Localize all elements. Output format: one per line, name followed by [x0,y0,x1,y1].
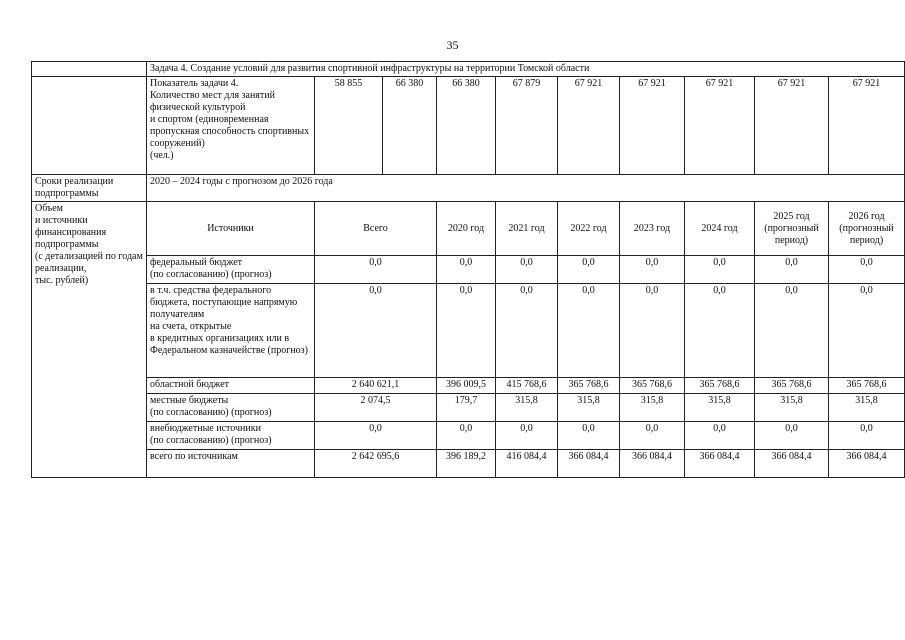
header-year-forecast: 2026 год (прогнозный период) [829,202,905,256]
value-cell: 2 640 621,1 [315,378,437,394]
timeline-label: Сроки реализации подпрограммы [32,175,147,202]
value-cell: 2 642 695,6 [315,450,437,478]
task-row [32,62,905,77]
value-cell: 0,0 [620,284,685,378]
indicator-value: 67 921 [620,77,685,175]
value-cell: 0,0 [685,256,755,284]
financing-label: Объем и источники финансирования подпрограммы (с детализацией по годам реализации, тыс. рублей) [32,202,147,478]
value-cell: 315,8 [685,394,755,422]
financing-row [32,378,905,394]
value-cell: 0,0 [755,256,829,284]
financing-row [32,284,905,378]
value-cell: 315,8 [620,394,685,422]
value-cell: 366 084,4 [558,450,620,478]
value-cell: 0,0 [315,256,437,284]
value-cell: 365 768,6 [755,378,829,394]
value-cell: 416 084,4 [496,450,558,478]
value-cell: 365 768,6 [620,378,685,394]
indicator-value: 66 380 [437,77,496,175]
source-label: федеральный бюджет (по согласованию) (прогноз) [147,256,315,284]
value-cell: 396 189,2 [437,450,496,478]
timeline-value: 2020 – 2024 годы с прогнозом до 2026 года [147,175,905,202]
value-cell: 0,0 [755,284,829,378]
value-cell: 179,7 [437,394,496,422]
value-cell: 0,0 [685,284,755,378]
indicator-value: 58 855 [315,77,383,175]
value-cell: 365 768,6 [685,378,755,394]
value-cell: 0,0 [496,256,558,284]
financing-total-row [32,450,905,478]
value-cell: 366 084,4 [829,450,905,478]
value-cell: 0,0 [755,422,829,450]
value-cell: 366 084,4 [755,450,829,478]
indicator-value: 67 921 [558,77,620,175]
value-cell: 0,0 [315,284,437,378]
value-cell: 366 084,4 [620,450,685,478]
value-cell: 365 768,6 [558,378,620,394]
source-label: местные бюджеты (по согласованию) (прогноз) [147,394,315,422]
source-label: всего по источникам [147,450,315,478]
financing-row [32,422,905,450]
value-cell: 315,8 [829,394,905,422]
value-cell: 365 768,6 [829,378,905,394]
header-year: 2024 год [685,202,755,256]
indicator-row [32,77,905,175]
value-cell: 396 009,5 [437,378,496,394]
value-cell: 0,0 [829,284,905,378]
header-total: Всего [315,202,437,256]
value-cell: 0,0 [437,284,496,378]
value-cell: 0,0 [620,256,685,284]
indicator-value: 67 921 [755,77,829,175]
value-cell: 0,0 [315,422,437,450]
value-cell: 0,0 [558,422,620,450]
header-year: 2021 год [496,202,558,256]
task-title: Задача 4. Создание условий для развития спортивной инфраструктуры на территории Томской области [147,62,905,77]
value-cell: 0,0 [829,422,905,450]
indicator-value: 67 921 [829,77,905,175]
source-label: областной бюджет [147,378,315,394]
financing-header-row [32,202,905,256]
value-cell: 0,0 [496,284,558,378]
value-cell: 415 768,6 [496,378,558,394]
source-label: в т.ч. средства федерального бюджета, поступающие напрямую получателям на счета, открытые в кредитных организациях или в Федеральном казначействе (прогноз) [147,284,315,378]
value-cell: 315,8 [496,394,558,422]
passport-table [31,61,905,478]
value-cell: 0,0 [558,284,620,378]
indicator-label: Показатель задачи 4. Количество мест для занятий физической культурой и спортом (единовременная пропускная способность спортивных сооружений) (чел.) [147,77,315,175]
empty-cell [32,62,147,77]
source-label: внебюджетные источники (по согласованию) (прогноз) [147,422,315,450]
value-cell: 0,0 [496,422,558,450]
value-cell: 315,8 [558,394,620,422]
timeline-row [32,175,905,202]
value-cell: 0,0 [437,422,496,450]
header-year-forecast: 2025 год (прогнозный период) [755,202,829,256]
value-cell: 366 084,4 [685,450,755,478]
value-cell: 0,0 [685,422,755,450]
indicator-value: 66 380 [383,77,437,175]
value-cell: 0,0 [829,256,905,284]
value-cell: 0,0 [437,256,496,284]
header-year: 2023 год [620,202,685,256]
value-cell: 2 074,5 [315,394,437,422]
financing-row [32,256,905,284]
value-cell: 0,0 [558,256,620,284]
financing-row [32,394,905,422]
value-cell: 0,0 [620,422,685,450]
value-cell: 315,8 [755,394,829,422]
header-year: 2020 год [437,202,496,256]
indicator-value: 67 879 [496,77,558,175]
header-year: 2022 год [558,202,620,256]
empty-cell [32,77,147,175]
page-number: 35 [446,38,459,52]
indicator-value: 67 921 [685,77,755,175]
header-sources: Источники [147,202,315,256]
